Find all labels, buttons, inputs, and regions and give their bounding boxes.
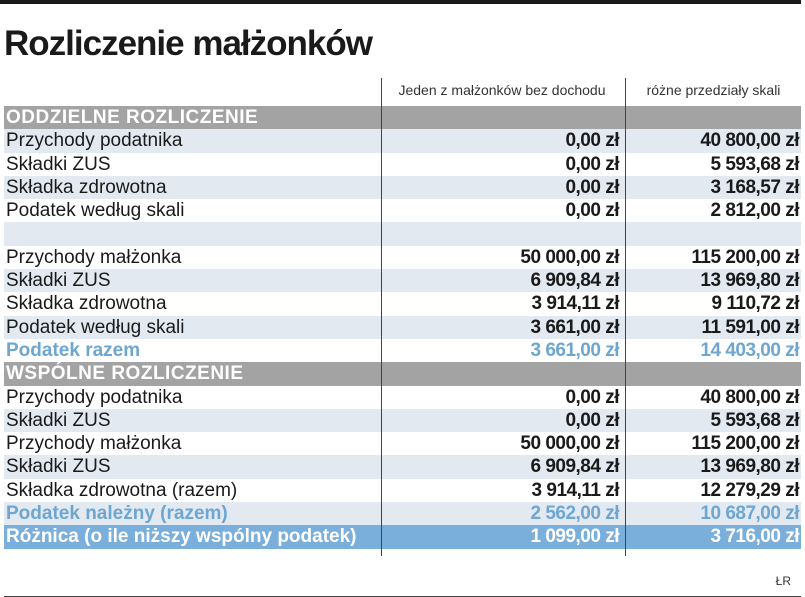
- value-single-income: 3 914,11 zł: [531, 293, 619, 315]
- value-scale-brackets: 13 969,80 zł: [700, 456, 799, 478]
- comparison-table: [4, 78, 801, 549]
- row-label: Składka zdrowotna: [6, 176, 167, 198]
- table-row: [4, 432, 801, 455]
- value-scale-brackets: 115 200,00 zł: [691, 246, 799, 268]
- value-single-income: 50 000,00 zł: [520, 433, 619, 455]
- author-credit: ŁR: [775, 574, 791, 588]
- row-label: Podatek według skali: [6, 200, 185, 222]
- value-single-income: 3 661,00 zł: [530, 316, 619, 338]
- row-label: Przychody podatnika: [6, 130, 183, 152]
- tax-total-row: [4, 502, 801, 525]
- column-header-scale-brackets: różne przedziały skali: [646, 82, 781, 98]
- value-single-income: 0,00 zł: [565, 153, 619, 175]
- value-scale-brackets: 115 200,00 zł: [691, 433, 799, 455]
- table-row: [4, 292, 801, 315]
- section-label: WSPÓLNE ROZLICZENIE: [6, 363, 244, 385]
- row-label: Składki ZUS: [6, 409, 111, 431]
- row-label: Różnica (o ile niższy wspólny podatek): [6, 526, 357, 548]
- row-label: Składka zdrowotna (razem): [6, 479, 238, 501]
- column-divider-2: [625, 78, 626, 556]
- column-header-single-income: Jeden z małżonków bez dochodu: [398, 82, 606, 98]
- row-label: Składki ZUS: [6, 153, 111, 175]
- value-single-income: 1 099,00 zł: [530, 526, 619, 548]
- value-scale-brackets: 9 110,72 zł: [711, 293, 799, 315]
- table-body: [4, 106, 801, 549]
- value-single-income: 2 562,00 zł: [530, 503, 619, 525]
- row-label: Podatek według skali: [6, 316, 185, 338]
- section-label: ODDZIELNE ROZLICZENIE: [6, 107, 259, 128]
- value-scale-brackets: 40 800,00 zł: [700, 130, 799, 152]
- table-row: [4, 153, 801, 176]
- row-label: Podatek razem: [6, 339, 141, 361]
- page-title: Rozliczenie małżonków: [4, 24, 372, 63]
- section-header: [4, 362, 801, 385]
- value-single-income: 0,00 zł: [565, 386, 619, 408]
- difference-row: [4, 525, 801, 548]
- row-label: Przychody małżonka: [6, 433, 182, 455]
- value-single-income: 6 909,84 zł: [530, 456, 619, 478]
- value-single-income: 0,00 zł: [565, 409, 619, 431]
- table-header: [4, 78, 801, 106]
- row-label: Składki ZUS: [6, 456, 111, 478]
- value-single-income: 3 661,00 zł: [530, 339, 619, 361]
- row-label: Przychody podatnika: [6, 386, 183, 408]
- table-row: [4, 199, 801, 222]
- value-scale-brackets: 10 687,00 zł: [700, 503, 799, 525]
- table-row: [4, 269, 801, 292]
- value-single-income: 6 909,84 zł: [530, 270, 619, 292]
- row-label: Przychody małżonka: [6, 246, 182, 268]
- column-divider-1: [381, 78, 382, 556]
- row-label: Składka zdrowotna: [6, 293, 167, 315]
- value-scale-brackets: 5 593,68 zł: [710, 153, 799, 175]
- value-single-income: 0,00 zł: [565, 200, 619, 222]
- value-single-income: 0,00 zł: [565, 130, 619, 152]
- value-single-income: 50 000,00 zł: [520, 246, 619, 268]
- row-label: Podatek należny (razem): [6, 503, 228, 525]
- value-scale-brackets: 13 969,80 zł: [700, 270, 799, 292]
- value-scale-brackets: 12 279,29 zł: [700, 479, 799, 501]
- table-row: [4, 129, 801, 152]
- value-scale-brackets: 2 812,00 zł: [710, 200, 799, 222]
- table-row: [4, 176, 801, 199]
- value-scale-brackets: 11 591,00 zł: [701, 316, 799, 338]
- row-label: Składki ZUS: [6, 270, 111, 292]
- value-scale-brackets: 5 593,68 zł: [710, 409, 799, 431]
- value-scale-brackets: 40 800,00 zł: [700, 386, 799, 408]
- table-row: [4, 479, 801, 502]
- table-row: [4, 316, 801, 339]
- value-scale-brackets: 3 168,57 zł: [710, 176, 799, 198]
- section-header: [4, 106, 801, 129]
- value-single-income: 0,00 zł: [565, 176, 619, 198]
- top-rule: [0, 0, 801, 4]
- tax-total-row: [4, 339, 801, 362]
- spacer-row: [4, 222, 801, 245]
- value-single-income: 3 914,11 zł: [531, 479, 619, 501]
- table-row: [4, 455, 801, 478]
- table-row: [4, 409, 801, 432]
- value-scale-brackets: 3 716,00 zł: [710, 526, 799, 548]
- table-row: [4, 386, 801, 409]
- table-row: [4, 246, 801, 269]
- value-scale-brackets: 14 403,00 zł: [700, 339, 799, 361]
